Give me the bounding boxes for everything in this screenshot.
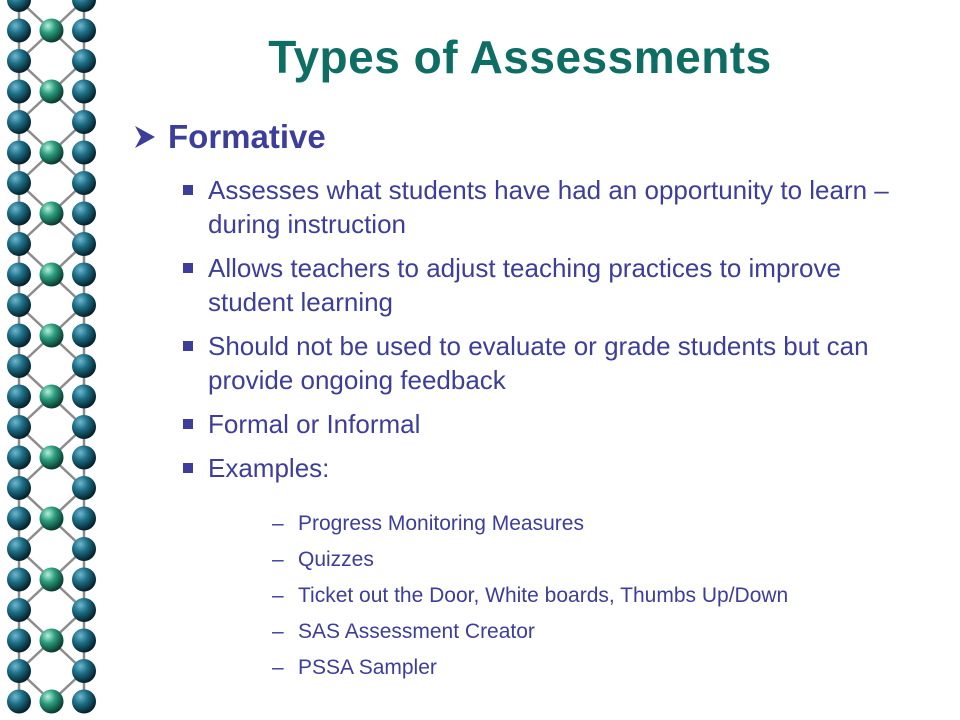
dark-atom-icon — [7, 232, 31, 256]
chain-balls — [7, 0, 96, 714]
arrowhead-bullet-icon — [132, 124, 158, 150]
dark-atom-icon — [72, 568, 96, 592]
green-atom-icon — [40, 263, 64, 287]
dark-atom-icon — [7, 568, 31, 592]
dark-atom-icon — [72, 263, 96, 287]
dark-atom-icon — [72, 171, 96, 195]
chain-bonds — [19, 0, 84, 702]
example-text: Quizzes — [298, 548, 374, 571]
green-atom-icon — [40, 629, 64, 653]
square-bullet-icon — [183, 419, 193, 429]
dark-atom-icon — [72, 629, 96, 653]
dark-atom-icon — [72, 476, 96, 500]
dark-atom-icon — [72, 110, 96, 134]
example-item — [272, 512, 952, 536]
dark-atom-icon — [7, 385, 31, 409]
bullet-text: Assesses what students have had an opportunity to learn – during instruction — [208, 175, 889, 239]
dark-atom-icon — [72, 19, 96, 43]
dark-atom-icon — [72, 0, 96, 12]
dark-atom-icon — [72, 415, 96, 439]
bullet-text: Formal or Informal — [208, 409, 421, 439]
slide-title: Types of Assessments — [268, 31, 772, 83]
green-atom-icon — [40, 80, 64, 104]
dark-atom-icon — [72, 507, 96, 531]
dark-atom-icon — [72, 232, 96, 256]
dark-atom-icon — [7, 354, 31, 378]
dark-atom-icon — [72, 659, 96, 683]
dark-atom-icon — [7, 659, 31, 683]
dark-atom-icon — [72, 141, 96, 165]
green-atom-icon — [40, 568, 64, 592]
dark-atom-icon — [72, 354, 96, 378]
example-text: SAS Assessment Creator — [298, 620, 535, 643]
example-text: Progress Monitoring Measures — [298, 512, 584, 535]
dark-atom-icon — [72, 49, 96, 73]
dark-atom-icon — [7, 80, 31, 104]
dark-atom-icon — [7, 263, 31, 287]
dark-atom-icon — [7, 49, 31, 73]
green-atom-icon — [40, 385, 64, 409]
square-bullet-icon — [183, 185, 193, 195]
dark-atom-icon — [7, 110, 31, 134]
dash-bullet: – — [272, 584, 284, 607]
dark-atom-icon — [7, 0, 31, 12]
example-text: PSSA Sampler — [298, 656, 437, 679]
dark-atom-icon — [7, 19, 31, 43]
dark-atom-icon — [72, 80, 96, 104]
dark-atom-icon — [7, 141, 31, 165]
dark-atom-icon — [72, 446, 96, 470]
square-bullet-icon — [183, 463, 193, 473]
dark-atom-icon — [7, 324, 31, 348]
dark-atom-icon — [7, 537, 31, 561]
dark-atom-icon — [7, 446, 31, 470]
bullet-text: Allows teachers to adjust teaching practices to improve student learning — [208, 253, 841, 317]
dash-bullet: – — [272, 620, 284, 643]
green-atom-icon — [40, 324, 64, 348]
dark-atom-icon — [72, 598, 96, 622]
dark-atom-icon — [72, 293, 96, 317]
bullet-item — [180, 329, 920, 397]
dark-atom-icon — [72, 385, 96, 409]
dark-atom-icon — [72, 202, 96, 226]
dark-atom-icon — [7, 598, 31, 622]
dark-atom-icon — [7, 171, 31, 195]
green-atom-icon — [40, 202, 64, 226]
dark-atom-icon — [7, 690, 31, 714]
dark-atom-icon — [7, 629, 31, 653]
green-atom-icon — [40, 690, 64, 714]
square-bullet-icon — [183, 341, 193, 351]
dark-atom-icon — [7, 293, 31, 317]
dark-atom-icon — [72, 690, 96, 714]
bullet-item — [180, 407, 920, 441]
bullet-text: Examples: — [208, 453, 330, 483]
bullet-text: Should not be used to evaluate or grade students but can provide ongoing feedback — [208, 331, 869, 395]
section-heading — [132, 118, 326, 156]
dash-bullet: – — [272, 656, 284, 679]
example-text: Ticket out the Door, White boards, Thumbs Up/Down — [298, 584, 789, 607]
example-item — [272, 584, 952, 608]
section-heading-text: Formative — [168, 118, 326, 155]
bullet-list — [180, 173, 920, 495]
molecule-chain-decoration — [0, 0, 110, 720]
green-atom-icon — [40, 19, 64, 43]
dark-atom-icon — [7, 507, 31, 531]
dark-atom-icon — [72, 537, 96, 561]
bullet-item — [180, 451, 920, 485]
dash-bullet: – — [272, 548, 284, 571]
green-atom-icon — [40, 141, 64, 165]
green-atom-icon — [40, 507, 64, 531]
dark-atom-icon — [7, 202, 31, 226]
example-item — [272, 620, 952, 644]
bullet-item — [180, 173, 920, 241]
example-item — [272, 548, 952, 572]
example-item — [272, 656, 952, 680]
green-atom-icon — [40, 446, 64, 470]
bullet-item — [180, 251, 920, 319]
dark-atom-icon — [72, 324, 96, 348]
dark-atom-icon — [7, 415, 31, 439]
dash-bullet: – — [272, 512, 284, 535]
dark-atom-icon — [7, 476, 31, 500]
square-bullet-icon — [183, 263, 193, 273]
example-list — [272, 512, 952, 692]
